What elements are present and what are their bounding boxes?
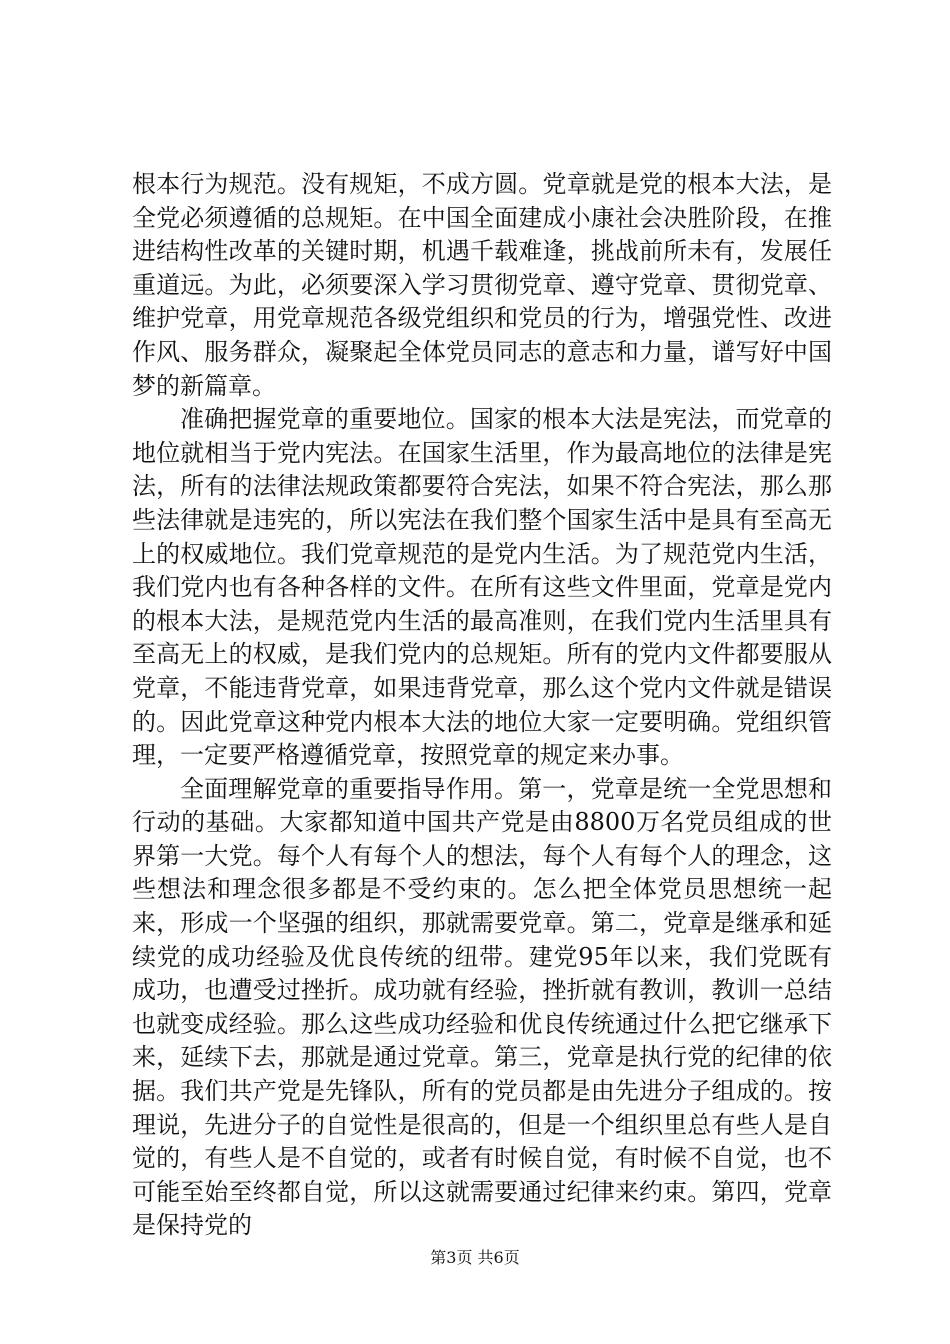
page-number-footer: 第3页 共6页	[430, 1248, 520, 1267]
paragraph: 根本行为规范。没有规矩，不成方圆。党章就是党的根本大法，是全党必须遵循的总规矩。在中国全面建成小康社会决胜阶段，在推进结构性改革的关键时期，机遇千载难逢，挑战前所未有，发展任重道远。为此，必须要深入学习贯彻党章、遵守党章、贯彻党章、维护党章，用党章规范各级党组织和党员的行为，增强党性、改进作风、服务群众，凝聚起全体党员同志的意志和力量，谱写好中国梦的新篇章。	[132, 170, 832, 400]
paragraph: 全面理解党章的重要指导作用。第一，党章是统一全党思想和行动的基础。大家都知道中国共产党是由8800万名党员组成的世界第一大党。每个人有每个人的想法，每个人有每个人的理念，这些想法和理念很多都是不受约束的。怎么把全体党员思想统一起来，形成一个坚强的组织，那就需要党章。第二，党章是继承和延续党的成功经验及优良传统的纽带。建党95年以来，我们党既有成功，也遭受过挫折。成功就有经验，挫折就有教训，教训一总结也就变成经验。那么这些成功经验和优良传统通过什么把它继承下来，延续下去，那就是通过党章。第三，党章是执行党的纪律的依据。我们共产党是先锋队，所有的党员都是由先进分子组成的。按理说，先进分子的自觉性是很高的，但是一个组织里总有些人是自觉的，有些人是不自觉的，或者有时候自觉，有时候不自觉，也不可能至始至终都自觉，所以这就需要通过纪律来约束。第四，党章是保持党的	[132, 774, 832, 1240]
body-text	[132, 168, 832, 1243]
paragraph: 准确把握党章的重要地位。国家的根本大法是宪法，而党章的地位就相当于党内宪法。在国家生活里，作为最高地位的法律是宪法，所有的法律法规政策都要符合宪法，如果不符合宪法，那么那些法律就是违宪的，所以宪法在我们整个国家生活中是具有至高无上的权威地位。我们党章规范的是党内生活。为了规范党内生活，我们党内也有各种各样的文件。在所有这些文件里面，党章是党内的根本大法，是规范党内生活的最高准则，在我们党内生活里具有至高无上的权威，是我们党内的总规矩。所有的党内文件都要服从党章，不能违背党章，如果违背党章，那么这个党内文件就是错误的。因此党章这种党内根本大法的地位大家一定要明确。党组织管理，一定要严格遵循党章，按照党章的规定来办事。	[132, 405, 832, 770]
